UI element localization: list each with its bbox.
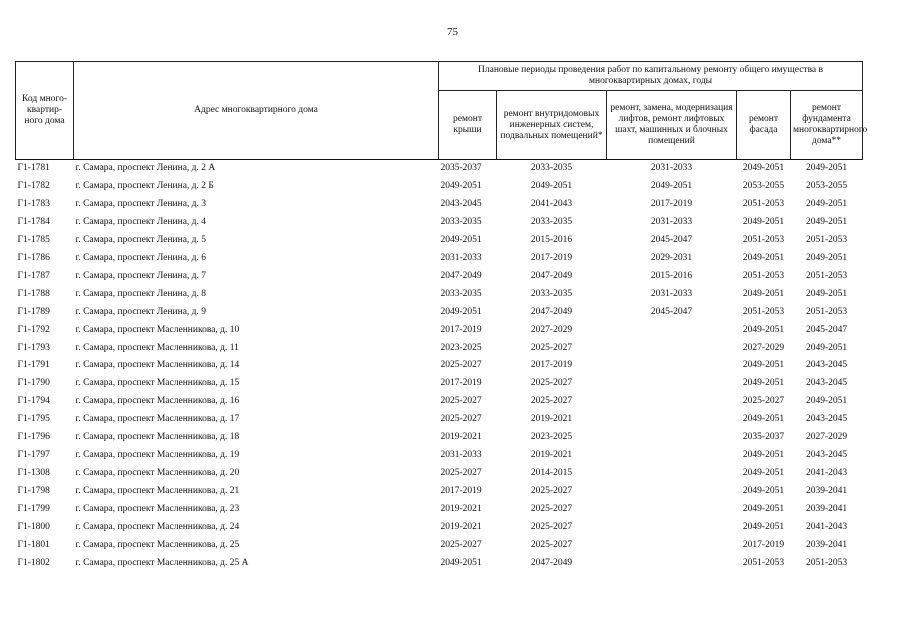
cell-address: г. Самара, проспект Масленникова, д. 15 [75,378,240,389]
cell-lifts: 2049-2051 [650,180,693,191]
header-address: Адрес многоквартирного дома [74,62,439,160]
cell-foundation: 2043-2045 [805,378,848,389]
cell-lifts [607,357,737,375]
cell-address: г. Самара, проспект Масленникова, д. 25 А [75,557,249,568]
table-row [16,537,863,555]
cell-lifts [607,519,737,537]
cell-foundation: 2049-2051 [805,288,848,299]
cell-address: г. Самара, проспект Масленникова, д. 21 [75,486,240,497]
cell-systems: 2033-2035 [530,216,573,227]
cell-foundation: 2043-2045 [805,360,848,371]
cell-foundation: 2039-2041 [805,486,848,497]
cell-address: г. Самара, проспект Ленина, д. 2 А [75,163,216,173]
cell-roof: 2017-2019 [440,378,482,389]
cell-code: Г1-1784 [17,216,50,227]
cell-foundation: 2027-2029 [805,432,848,443]
cell-address: г. Самара, проспект Масленникова, д. 25 [75,540,240,551]
cell-facade: 2053-2055 [742,180,785,191]
cell-lifts [607,322,737,340]
cell-facade: 2025-2027 [742,396,785,407]
cell-systems: 2017-2019 [530,252,573,263]
cell-foundation: 2045-2047 [805,324,848,335]
cell-roof: 2019-2021 [440,432,482,443]
cell-address: г. Самара, проспект Масленникова, д. 17 [75,414,240,425]
table-row [16,465,863,483]
cell-foundation: 2053-2055 [805,180,848,191]
cell-address: г. Самара, проспект Ленина, д. 3 [75,198,207,209]
table-row [16,160,863,178]
cell-facade: 2051-2053 [742,234,785,245]
cell-roof: 2019-2021 [440,522,482,533]
table-row [16,393,863,411]
cell-facade: 2051-2053 [742,557,785,568]
cell-code: Г1-1793 [17,342,50,353]
cell-roof: 2035-2037 [440,163,482,173]
cell-address: г. Самара, проспект Масленникова, д. 11 [75,342,239,353]
cell-foundation: 2051-2053 [805,306,848,317]
table-row [16,304,863,322]
cell-code: Г1-1801 [17,540,50,551]
table-row [16,340,863,358]
cell-address: г. Самара, проспект Ленина, д. 9 [75,306,207,317]
cell-roof: 2033-2035 [440,216,482,227]
cell-lifts: 2031-2033 [650,163,693,173]
cell-facade: 2027-2029 [742,342,785,353]
repair-schedule-table [15,61,868,573]
cell-facade: 2017-2019 [742,540,785,551]
cell-systems: 2015-2016 [530,234,573,245]
cell-systems: 2017-2019 [530,360,573,371]
cell-foundation: 2051-2053 [805,270,848,281]
cell-foundation: 2041-2043 [805,468,848,479]
cell-code: Г1-1794 [17,396,50,407]
cell-facade: 2049-2051 [742,486,785,497]
page-number: 75 [447,26,458,38]
table-row [16,250,863,268]
cell-lifts [607,447,737,465]
cell-systems: 2025-2027 [530,522,573,533]
table-row [16,214,863,232]
cell-systems: 2049-2051 [530,180,573,191]
cell-code: Г1-1308 [17,468,50,479]
cell-code: Г1-1800 [17,522,50,533]
cell-foundation: 2049-2051 [805,163,848,173]
cell-roof: 2017-2019 [440,324,482,335]
cell-systems: 2041-2043 [530,198,573,209]
cell-roof: 2017-2019 [440,486,482,497]
cell-lifts [607,537,737,555]
cell-roof: 2033-2035 [440,288,482,299]
cell-systems: 2025-2027 [530,396,573,407]
table-row [16,357,863,375]
header-lifts: ремонт, замена, модернизация лифтов, ремонт лифтовых шахт, машинных и блочных помещений [607,91,737,160]
header-foundation: ремонт фундамента многоквартирного дома** [791,91,863,160]
cell-roof: 2047-2049 [440,270,482,281]
header-row-group [16,62,863,91]
header-roof: ремонт крыши [439,91,497,160]
table-body [16,160,863,573]
cell-code: Г1-1781 [17,163,50,173]
cell-address: г. Самара, проспект Масленникова, д. 19 [75,450,240,461]
cell-address: г. Самара, проспект Ленина, д. 5 [75,234,207,245]
header-code: Код много-квартир-ного дома [16,62,74,160]
cell-address: г. Самара, проспект Ленина, д. 6 [75,252,207,263]
cell-foundation: 2039-2041 [805,504,848,515]
cell-facade: 2051-2053 [742,270,785,281]
table-header [16,62,868,160]
cell-code: Г1-1789 [17,306,50,317]
cell-systems: 2033-2035 [530,163,573,173]
cell-lifts [607,411,737,429]
cell-systems: 2025-2027 [530,540,573,551]
cell-roof: 2023-2025 [440,342,482,353]
cell-code: Г1-1782 [17,180,50,191]
cell-address: г. Самара, проспект Масленникова, д. 24 [75,522,240,533]
cell-code: Г1-1797 [17,450,50,461]
cell-facade: 2049-2051 [742,504,785,515]
cell-lifts: 2031-2033 [650,288,693,299]
cell-facade: 2049-2051 [742,450,785,461]
cell-systems: 2014-2015 [530,468,573,479]
cell-address: г. Самара, проспект Ленина, д. 2 Б [75,180,214,191]
cell-address: г. Самара, проспект Масленникова, д. 18 [75,432,240,443]
cell-systems: 2025-2027 [530,342,573,353]
cell-systems: 2025-2027 [530,504,573,515]
table-row [16,429,863,447]
cell-lifts [607,340,737,358]
cell-facade: 2051-2053 [742,198,785,209]
cell-lifts [607,555,737,573]
cell-systems: 2027-2029 [530,324,573,335]
cell-lifts: 2045-2047 [650,234,693,245]
cell-roof: 2025-2027 [440,468,482,479]
cell-foundation: 2049-2051 [805,342,848,353]
cell-code: Г1-1792 [17,324,50,335]
cell-systems: 2047-2049 [530,557,573,568]
cell-lifts [607,465,737,483]
cell-address: г. Самара, проспект Масленникова, д. 23 [75,504,240,515]
cell-foundation: 2039-2041 [805,540,848,551]
cell-foundation: 2043-2045 [805,414,848,425]
cell-systems: 2019-2021 [530,414,573,425]
cell-foundation: 2049-2051 [805,216,848,227]
cell-systems: 2033-2035 [530,288,573,299]
cell-roof: 2043-2045 [440,198,482,209]
cell-roof: 2025-2027 [440,360,482,371]
cell-address: г. Самара, проспект Масленникова, д. 16 [75,396,240,407]
cell-address: г. Самара, проспект Масленникова, д. 20 [75,468,240,479]
cell-address: г. Самара, проспект Ленина, д. 8 [75,288,207,299]
cell-roof: 2025-2027 [440,414,482,425]
header-periods-group: Плановые периоды проведения работ по капитальному ремонту общего имущества в многоквартирных домах, годы [439,62,863,91]
cell-address: г. Самара, проспект Масленникова, д. 14 [75,360,240,371]
table-row [16,447,863,465]
table-row [16,483,863,501]
header-facade: ремонт фасада [737,91,791,160]
cell-lifts: 2045-2047 [650,306,693,317]
cell-facade: 2049-2051 [742,414,785,425]
cell-systems: 2025-2027 [530,378,573,389]
cell-lifts: 2029-2031 [650,252,693,263]
cell-code: Г1-1799 [17,504,50,515]
cell-facade: 2049-2051 [742,360,785,371]
cell-code: Г1-1787 [17,270,50,281]
table-row [16,519,863,537]
cell-lifts [607,483,737,501]
cell-foundation: 2049-2051 [805,252,848,263]
cell-facade: 2049-2051 [742,468,785,479]
cell-lifts [607,429,737,447]
cell-foundation: 2043-2045 [805,450,848,461]
cell-roof: 2049-2051 [440,234,482,245]
table-row [16,286,863,304]
cell-facade: 2049-2051 [742,163,785,173]
cell-lifts: 2015-2016 [650,270,693,281]
cell-code: Г1-1791 [17,360,50,371]
cell-facade: 2049-2051 [742,522,785,533]
cell-systems: 2047-2049 [530,270,573,281]
table-row [16,411,863,429]
cell-roof: 2025-2027 [440,396,482,407]
cell-roof: 2049-2051 [440,306,482,317]
cell-lifts: 2031-2033 [650,216,693,227]
cell-code: Г1-1786 [17,252,50,263]
cell-code: Г1-1783 [17,198,50,209]
cell-address: г. Самара, проспект Ленина, д. 4 [75,216,207,227]
cell-code: Г1-1798 [17,486,50,497]
cell-roof: 2049-2051 [440,180,482,191]
cell-foundation: 2049-2051 [805,198,848,209]
cell-foundation: 2049-2051 [805,396,848,407]
table-row [16,268,863,286]
cell-lifts: 2017-2019 [650,198,693,209]
cell-facade: 2049-2051 [742,288,785,299]
cell-roof: 2019-2021 [440,504,482,515]
cell-code: Г1-1796 [17,432,50,443]
cell-facade: 2035-2037 [742,432,785,443]
cell-address: г. Самара, проспект Ленина, д. 7 [75,270,207,281]
cell-code: Г1-1802 [17,557,50,568]
cell-lifts [607,393,737,411]
cell-roof: 2031-2033 [440,252,482,263]
cell-facade: 2051-2053 [742,306,785,317]
table-row [16,555,863,573]
cell-code: Г1-1790 [17,378,50,389]
cell-systems: 2023-2025 [530,432,573,443]
cell-systems: 2019-2021 [530,450,573,461]
table-row [16,322,863,340]
cell-lifts [607,501,737,519]
header-systems: ремонт внутридомовых инженерных систем, подвальных помещений* [497,91,607,160]
cell-systems: 2025-2027 [530,486,573,497]
cell-code: Г1-1785 [17,234,50,245]
cell-code: Г1-1788 [17,288,50,299]
cell-foundation: 2051-2053 [805,234,848,245]
table-row [16,178,863,196]
cell-facade: 2049-2051 [742,324,785,335]
cell-facade: 2049-2051 [742,216,785,227]
cell-roof: 2049-2051 [440,557,482,568]
table-row [16,501,863,519]
cell-lifts [607,375,737,393]
cell-address: г. Самара, проспект Масленникова, д. 10 [75,324,240,335]
table-row [16,232,863,250]
cell-foundation: 2041-2043 [805,522,848,533]
cell-foundation: 2051-2053 [805,557,848,568]
cell-code: Г1-1795 [17,414,50,425]
table-row [16,196,863,214]
cell-roof: 2031-2033 [440,450,482,461]
cell-systems: 2047-2049 [530,306,573,317]
cell-roof: 2025-2027 [440,540,482,551]
cell-facade: 2049-2051 [742,378,785,389]
table-row [16,375,863,393]
cell-facade: 2049-2051 [742,252,785,263]
